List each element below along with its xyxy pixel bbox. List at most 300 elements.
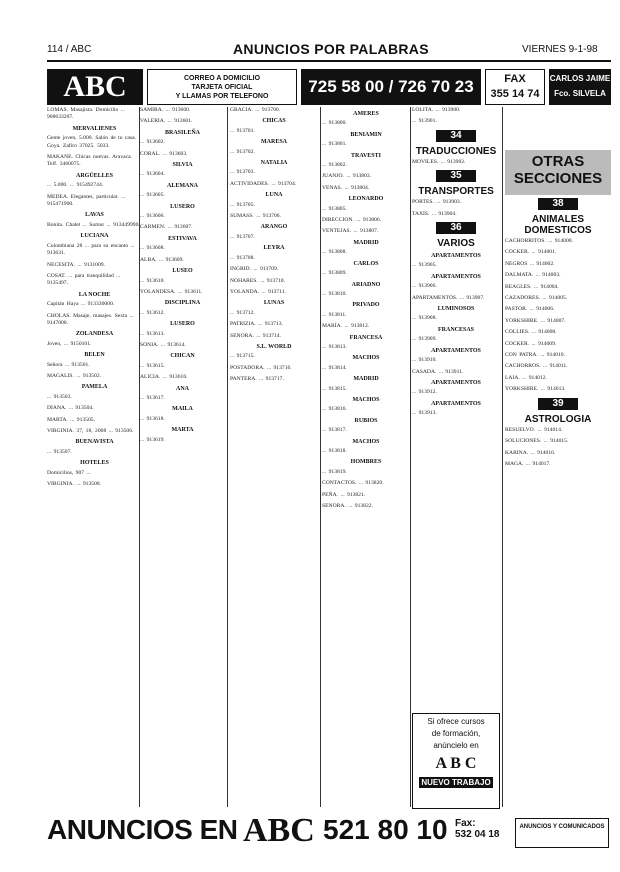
- ad-text: CAZADORES. ... 914005.: [505, 295, 568, 302]
- classified-ad: [140, 236, 225, 253]
- ad-heading: APARTAMENTOS: [431, 347, 481, 354]
- classified-ad: [505, 427, 611, 434]
- classified-ad: [140, 224, 225, 231]
- classified-ad: [47, 460, 142, 477]
- office-box: [549, 69, 611, 113]
- ad-heading: MACHOS: [352, 355, 380, 362]
- ad-heading: LAVAS: [85, 212, 104, 219]
- classified-ad: [230, 245, 318, 262]
- classified-ad: [47, 417, 142, 424]
- ad-text: NECESITA. ... 9131009.: [47, 261, 105, 268]
- ad-text: COSAT. ... para tranquilidad ... 9135497.: [47, 272, 121, 287]
- classified-ad: [322, 196, 410, 213]
- ad-text: ... 913815.: [322, 385, 347, 392]
- ad-text: CARMEN. ... 913607.: [140, 224, 193, 231]
- ad-text: ... 913802.: [322, 162, 347, 169]
- classified-ad: [412, 118, 500, 125]
- column-4: [322, 107, 410, 810]
- ad-text: BEAGLES. ... 914004.: [505, 283, 559, 290]
- ad-text: ... 913619.: [140, 436, 165, 443]
- bottom-banner: [47, 812, 611, 862]
- classified-ad: [505, 318, 611, 325]
- ad-text: PANTERA. ... 913717.: [230, 376, 284, 383]
- ad-text: SAMIRA. ... 913600.: [140, 107, 191, 113]
- column-divider: [410, 107, 411, 807]
- classified-ad: [505, 329, 611, 336]
- classified-ad: [230, 289, 318, 296]
- ad-text: ... 913909.: [412, 336, 437, 343]
- ad-heading: MAILA: [172, 406, 193, 413]
- ad-text: SENORA. ... 913714.: [230, 332, 281, 339]
- ad-text: ... 913712.: [230, 309, 255, 316]
- classified-ad: [412, 211, 500, 218]
- ad-text: YOLANDA. ... 913711.: [230, 288, 287, 295]
- column-1: [47, 107, 142, 810]
- classified-ad: [322, 323, 410, 330]
- ad-heading: LUCIANA: [80, 233, 109, 240]
- ad-text: ... 913702.: [230, 148, 255, 155]
- ad-text: Gente joven, 5.000. Salón de tu casa. Goya. Zafiro 37025. 5033.: [47, 135, 136, 149]
- classified-ad: [47, 331, 142, 348]
- classified-ad: [47, 233, 142, 257]
- classified-ad: [322, 439, 410, 456]
- ad-text: TAXIS. ... 913904.: [412, 210, 457, 217]
- classified-ad: [47, 313, 142, 328]
- other-sections-line: SECCIONES: [513, 170, 603, 187]
- ad-heading: CHICAS: [262, 118, 286, 125]
- ad-heading: FRANCESA: [349, 334, 383, 341]
- ad-heading: LUSERO: [170, 321, 195, 328]
- ad-text: ... 913507.: [47, 448, 72, 455]
- section-number-box: 39: [538, 398, 578, 410]
- classified-ad: [322, 376, 410, 393]
- ad-text: MAGA. ... 914017.: [505, 460, 551, 467]
- ad-text: SONIA. ... 913614.: [140, 341, 186, 348]
- bottom-phone: 521 80 10: [323, 814, 448, 845]
- ad-text: DIRECCION. ... 913806.: [322, 217, 382, 224]
- ad-text: Joven, ... 9150101.: [47, 340, 92, 347]
- section-number-box: 35: [436, 170, 476, 182]
- promo-box: [412, 713, 500, 809]
- promo-abc-logo: A B C: [435, 755, 477, 772]
- classified-ad: [412, 306, 500, 323]
- ad-heading: MARTA: [171, 427, 194, 434]
- ad-text: SOLUCIONES. ... 914015.: [505, 438, 569, 445]
- ad-heading: MACHOS: [352, 396, 380, 403]
- ad-text: ... 913613.: [140, 330, 165, 337]
- column-2: [140, 107, 225, 810]
- classified-ad: [322, 418, 410, 435]
- ad-heading: TRAVESTI: [351, 152, 381, 159]
- ad-text: ... 913701.: [230, 127, 255, 134]
- ad-text: ... 913610.: [140, 277, 165, 284]
- bottom-fax: [455, 818, 500, 840]
- ad-text: ... 913805.: [322, 205, 347, 212]
- ad-heading: HOTELES: [80, 460, 109, 467]
- ad-text: ... 913503.: [47, 393, 72, 400]
- ad-text: LAIA. ... 914012.: [505, 374, 547, 381]
- classified-ad: [505, 461, 611, 468]
- classified-ad: [505, 284, 611, 291]
- column-divider: [227, 107, 228, 807]
- classified-ad: [412, 369, 500, 376]
- classified-ad: [140, 130, 225, 147]
- ad-text: VENTEJAS. ... 913807.: [322, 228, 379, 235]
- ad-heading: PRIVADO: [352, 302, 380, 309]
- ad-text: CONTACTOS. ... 913820.: [322, 480, 384, 487]
- section-heading: ANIMALES DOMESTICOS: [524, 214, 592, 236]
- classified-ad: [322, 503, 410, 510]
- column-divider: [502, 107, 503, 807]
- ad-text: APARTAMENTOS. ... 913907.: [412, 294, 485, 301]
- classified-ad: [322, 459, 410, 476]
- ad-text: VIRGINIA. 37, 18, 2008 ... 913506.: [47, 428, 134, 434]
- ad-text: ... 913810.: [322, 290, 347, 297]
- classified-ad: [230, 365, 318, 372]
- fax-number: 355 14 74: [490, 88, 540, 100]
- ad-text: COLLIES. ... 914008.: [505, 329, 557, 336]
- classified-ad: [322, 217, 410, 224]
- classified-ad: [322, 302, 410, 319]
- ad-heading: HOMBRES: [350, 459, 382, 466]
- ad-text: ... 913912.: [412, 389, 437, 396]
- ad-text: Bonita. Chalet ... Sumur ... 913449990.: [47, 221, 140, 228]
- promo-line: Si ofrece cursos: [427, 717, 485, 726]
- classified-ad: [140, 353, 225, 370]
- ad-text: ... 913906.: [412, 283, 437, 290]
- classified-ad: [412, 295, 500, 302]
- classified-ad: [412, 107, 500, 114]
- classified-ad: [47, 262, 142, 269]
- classified-ad: [230, 333, 318, 340]
- ad-heading: LUNA: [265, 192, 283, 199]
- ad-text: ... 913801.: [322, 141, 347, 148]
- ad-text: PORTES. ... 913903.: [412, 199, 462, 206]
- classified-ad: [230, 300, 318, 317]
- ad-text: VALERIA. ... 913601.: [140, 118, 193, 125]
- classified-ad: [322, 240, 410, 257]
- classified-ad: [140, 183, 225, 200]
- ad-heading: LEYRA: [263, 245, 285, 252]
- classified-ad: [322, 335, 410, 352]
- ad-heading: DISCIPLINA: [164, 300, 201, 307]
- classified-ad: [322, 132, 410, 149]
- classified-ad: [230, 321, 318, 328]
- ad-heading: LUNAS: [263, 300, 285, 307]
- ad-text: ... 913814.: [322, 364, 347, 371]
- classified-ad: [505, 375, 611, 382]
- classified-ad: [140, 386, 225, 403]
- ad-text: MAGALIS. ... 913502.: [47, 372, 102, 379]
- ad-heading: ALEMANA: [167, 182, 198, 189]
- classified-ad: [505, 261, 611, 268]
- promo-line: anúncielo en: [433, 741, 479, 750]
- classified-ad: [140, 427, 225, 444]
- ad-text: ... 913808.: [322, 249, 347, 256]
- ad-heading: LEONARDO: [348, 196, 384, 203]
- section-heading: TRADUCCIONES: [415, 145, 497, 157]
- column-6: [505, 196, 611, 810]
- classified-ad: [140, 321, 225, 338]
- classified-ad: [505, 450, 611, 457]
- ad-heading: ARIADNO: [351, 281, 381, 288]
- classified-ad: [47, 352, 142, 369]
- classified-ad: [322, 185, 410, 192]
- ad-text: LOMAS. Masajista. Domicilio ... 908633207.: [47, 107, 125, 121]
- classified-ad: [322, 153, 410, 170]
- issue-date: VIERNES 9-1-98: [522, 44, 598, 55]
- ad-heading: APARTAMENTOS: [431, 273, 481, 280]
- ad-text: NEGROS ... 914002.: [505, 260, 555, 267]
- service-line: TARJETA OFICIAL: [191, 84, 253, 91]
- service-line: Y LLAMAS POR TELEFONO: [175, 93, 269, 100]
- ad-heading: CHICAN: [170, 353, 195, 360]
- ad-text: ACTIVIDADES. ... 913704.: [230, 180, 297, 187]
- ad-text: ... 913813.: [322, 343, 347, 350]
- classified-ad: [47, 405, 142, 412]
- ad-text: ... 913617.: [140, 394, 165, 401]
- service-line: CORREO A DOMICILIO: [183, 75, 261, 82]
- ad-text: CHOLAS. Masaje, masajes. Sexta ... 9147000.: [47, 312, 134, 326]
- classified-ad: [140, 107, 225, 114]
- ad-text: ... 913612.: [140, 309, 165, 316]
- classified-ad: [47, 428, 142, 435]
- promo-line: de formación,: [431, 729, 481, 738]
- ad-text: PATRIZIA. ... 913713.: [230, 321, 283, 328]
- ad-text: ... 913606.: [140, 213, 165, 220]
- section-heading: ASTROLOGIA: [524, 413, 592, 425]
- section-number-box: 36: [436, 222, 476, 234]
- classified-ad: [140, 342, 225, 349]
- bottom-fax-number: 532 04 18: [455, 829, 500, 840]
- ad-heading: APARTAMENTOS: [431, 253, 481, 260]
- ad-heading: AMERES: [353, 111, 379, 117]
- ad-text: ... 913715.: [230, 353, 255, 360]
- classified-ad: [505, 306, 611, 313]
- classified-ad: [47, 373, 142, 380]
- page-number: 114 / ABC: [47, 44, 92, 55]
- ad-text: CASADA. ... 913911.: [412, 368, 464, 375]
- ad-text: ... 913604.: [140, 171, 165, 178]
- ad-text: ... 913910.: [412, 357, 437, 364]
- ad-heading: BELEN: [84, 352, 105, 359]
- service-box: [147, 69, 297, 105]
- ad-text: ... 913818.: [322, 448, 347, 454]
- ad-text: ... 913905.: [412, 262, 437, 269]
- ad-text: YOLANDESA. ... 913611.: [140, 288, 203, 295]
- classified-ad: [140, 268, 225, 285]
- classified-ad: [322, 492, 410, 499]
- classified-ad: [140, 289, 225, 296]
- ad-text: ... 913707.: [230, 233, 255, 240]
- ad-text: PASTOR. ... 914006.: [505, 306, 555, 313]
- classified-ad: [412, 159, 500, 166]
- ad-heading: ARGÜELLES: [75, 172, 113, 179]
- classified-ad: [230, 266, 318, 273]
- ad-text: CACHORROS. ... 914011.: [505, 363, 568, 370]
- bottom-abc-logo: ABC: [243, 812, 315, 849]
- classified-ad: [47, 194, 142, 209]
- promo-tag: NUEVO TRABAJO: [419, 777, 493, 788]
- classified-ad: [140, 257, 225, 264]
- ad-heading: RUBIOS: [354, 417, 378, 424]
- ad-text: GRACIA. ... 913700.: [230, 107, 281, 113]
- ad-text: CON PATRA. ... 914010.: [505, 352, 565, 359]
- ad-text: ... 913608.: [140, 245, 165, 252]
- classified-ad: [322, 282, 410, 299]
- classified-ad: [322, 228, 410, 235]
- classified-ad: [140, 204, 225, 221]
- ad-heading: S.L. WORLD: [256, 343, 292, 350]
- classified-ad: [47, 384, 142, 401]
- bottom-headline: ANUNCIOS EN: [47, 814, 238, 845]
- classified-ad: [230, 376, 318, 383]
- classified-ad: [140, 151, 225, 158]
- classified-ad: [322, 173, 410, 180]
- header-rule: [47, 60, 611, 62]
- office-address: Fco. SILVELA 52. 3B: [554, 89, 606, 113]
- ad-heading: FRANCESAS: [437, 326, 474, 333]
- classified-ad: [140, 162, 225, 179]
- ad-text: LOLITA. ... 913900.: [412, 107, 461, 113]
- ad-heading: APARTAMENTOS: [431, 400, 481, 407]
- classified-ad: [230, 278, 318, 285]
- ad-heading: MERVALIENES: [72, 125, 117, 132]
- ad-text: ... 913809.: [322, 270, 347, 277]
- classified-ad: [230, 213, 318, 220]
- ad-text: ALICIA. ... 913616.: [140, 374, 188, 381]
- ad-heading: ZOLANDESA: [75, 331, 114, 338]
- ad-text: ... 913605.: [140, 192, 165, 199]
- page-header: [0, 0, 620, 66]
- column-5: [412, 107, 500, 810]
- ad-heading: ESTIVAVA: [168, 235, 197, 242]
- section-heading: VARIOS: [437, 238, 475, 250]
- ad-heading: MARESA: [260, 139, 287, 146]
- ad-text: KARINA. ... 914016.: [505, 449, 556, 456]
- section-number-box: 34: [436, 130, 476, 142]
- classified-ad: [505, 272, 611, 279]
- classified-ad: [47, 439, 142, 456]
- ad-text: DIANA. ... 913504.: [47, 405, 94, 412]
- classified-ad: [505, 238, 611, 245]
- ad-heading: MADRID: [353, 376, 379, 383]
- ad-heading: PAMELA: [81, 384, 108, 391]
- classified-ad: [230, 192, 318, 209]
- column-3: [230, 107, 318, 810]
- ad-heading: SILVIA: [172, 162, 193, 169]
- ad-text: VENAS. ... 913804.: [322, 184, 370, 191]
- ad-heading: LUSERO: [170, 203, 195, 210]
- other-sections-line: OTRAS: [531, 153, 585, 170]
- classified-ad: [505, 352, 611, 359]
- phone-numbers: 725 58 00 / 726 70 23: [301, 69, 481, 105]
- classified-ad: [47, 154, 142, 169]
- ad-text: JUANJO. ... 913803.: [322, 173, 372, 180]
- ad-text: ... 913811.: [322, 311, 347, 318]
- ad-text: ... 913908.: [412, 315, 437, 322]
- classified-ad: [230, 118, 318, 135]
- classified-ad: [505, 363, 611, 370]
- classified-ad: [412, 274, 500, 291]
- classified-ad: [230, 107, 318, 114]
- ad-text: MARÍA. ... 913812.: [322, 323, 370, 330]
- ad-text: Señora ... 913501.: [47, 361, 90, 368]
- classified-ad: [322, 397, 410, 414]
- classified-ad: [505, 438, 611, 445]
- classified-ad: [412, 401, 500, 418]
- ad-text: MAKANE. Chicas nuevas. Aravaca. Telf. 3460075.: [47, 154, 133, 168]
- ad-text: SENORA. ... 913822.: [322, 503, 373, 510]
- classified-ad: [412, 199, 500, 206]
- classified-ad: [322, 111, 410, 128]
- ad-heading: ANA: [176, 385, 189, 392]
- classified-ad: [505, 295, 611, 302]
- classified-ad: [322, 355, 410, 372]
- section-number-box: 38: [538, 198, 578, 210]
- ad-text: ... 913618.: [140, 415, 165, 422]
- column-divider: [320, 107, 321, 807]
- ad-text: ... 913703.: [230, 169, 255, 176]
- classified-ad: [47, 273, 142, 288]
- ad-text: INGRID. ... 913709.: [230, 266, 279, 273]
- classified-ad: [230, 139, 318, 156]
- anuncios-comunicados-logo: ANUNCIOS Y COMUNICADOS: [515, 818, 609, 848]
- ad-text: VIRGINIA. ... 913508.: [47, 481, 102, 488]
- section-heading: TRANSPORTES: [418, 186, 494, 198]
- ad-text: ... 913901.: [412, 118, 437, 125]
- ad-text: ... 913602.: [140, 139, 165, 146]
- fax-box: [485, 69, 545, 105]
- ad-heading: ARANGO: [260, 224, 288, 231]
- fax-label: FAX: [504, 73, 526, 85]
- ad-text: ... 5.000. ... 915492744.: [47, 182, 104, 189]
- ad-heading: LUSEO: [172, 268, 193, 275]
- classified-ad: [47, 126, 142, 150]
- classified-ad: [505, 386, 611, 393]
- classified-ad: [505, 249, 611, 256]
- classified-ad: [47, 107, 142, 122]
- ad-text: SUMASS. ... 913706.: [230, 213, 281, 220]
- ad-heading: BRASILEÑA: [164, 129, 200, 136]
- classified-ad: [230, 344, 318, 361]
- ad-text: ... 913708.: [230, 254, 255, 261]
- classified-ad: [47, 173, 142, 190]
- ad-text: ... 913615.: [140, 362, 165, 369]
- ad-text: YORKSHIRE. ... 914013.: [505, 386, 566, 393]
- classified-ad: [140, 406, 225, 423]
- abc-logo: ABC: [47, 69, 143, 105]
- ad-text: COCKER. ... 914001.: [505, 249, 557, 256]
- classified-ad: [412, 380, 500, 397]
- classified-ad: [230, 160, 318, 177]
- classified-ad: [322, 261, 410, 278]
- ad-text: ALBA. ... 913609.: [140, 256, 184, 263]
- ad-text: CORAL. ... 913603.: [140, 150, 188, 157]
- ad-text: NOHARES. ... 913710.: [230, 277, 285, 284]
- section-title: ANUNCIOS POR PALABRAS: [233, 41, 429, 57]
- office-name: CARLOS JAIME: [549, 74, 611, 83]
- classified-ad: [322, 480, 410, 487]
- classified-ad: [140, 118, 225, 125]
- classified-ad: [47, 212, 142, 229]
- ad-text: ... 913816.: [322, 406, 347, 413]
- ad-heading: MADRID: [353, 239, 379, 246]
- ad-heading: APARTAMENTOS: [431, 379, 481, 386]
- ad-heading: LUMINOSOS: [437, 306, 475, 313]
- ad-text: ... 913819.: [322, 468, 347, 475]
- classified-ad: [140, 300, 225, 317]
